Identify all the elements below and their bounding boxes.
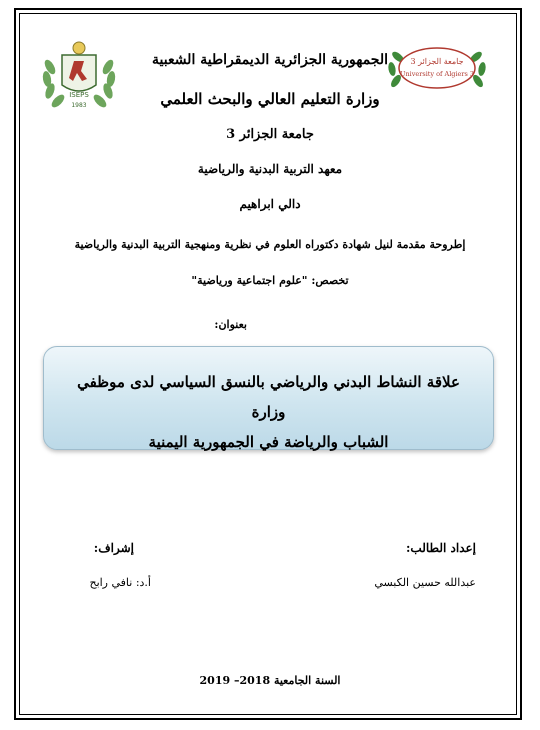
thesis-title-line-1: علاقة النشاط البدني والرياضي بالنسق السياسي لدى موظفي وزارة [77,373,460,421]
republic-heading: الجمهورية الجزائرية الديمقراطية الشعبية [151,52,388,68]
university-heading: جامعة الجزائر 3 [226,127,314,142]
thesis-specialty: تخصص: "علوم اجتماعية ورياضية" [191,274,349,287]
campus-heading: دالي ابراهيم [239,197,301,211]
institute-heading: معهد التربية البدنية والرياضية [197,162,343,176]
title-label: بعنوان: [214,318,247,331]
supervision-label: إشراف: [93,541,134,555]
student-name: عبدالله حسين الكبسي [374,576,476,589]
supervisor-name: أ.د: نافي رابح [89,576,151,589]
svg-text:جامعة الجزائر 3: جامعة الجزائر 3 [410,57,464,66]
thesis-degree: إطروحة مقدمة لنيل شهادة دكتوراه العلوم في نظرية ومنهجية التربية البدنية والرياضية [74,238,466,251]
svg-text:1983: 1983 [71,102,87,109]
svg-text:ISEPS: ISEPS [69,91,89,99]
prepared-by-label: إعداد الطالب: [405,541,476,555]
svg-text:University of Algiers 3: University of Algiers 3 [399,70,475,78]
university-logo [384,39,490,97]
academic-year: السنة الجامعية 2018– 2019 [199,674,341,687]
thesis-title-line-2: الشباب والرياضة في الجمهورية اليمنية [148,433,389,451]
ministry-heading: وزارة التعليم العالي والبحث العلمي [160,90,380,108]
thesis-title-box [43,346,494,450]
